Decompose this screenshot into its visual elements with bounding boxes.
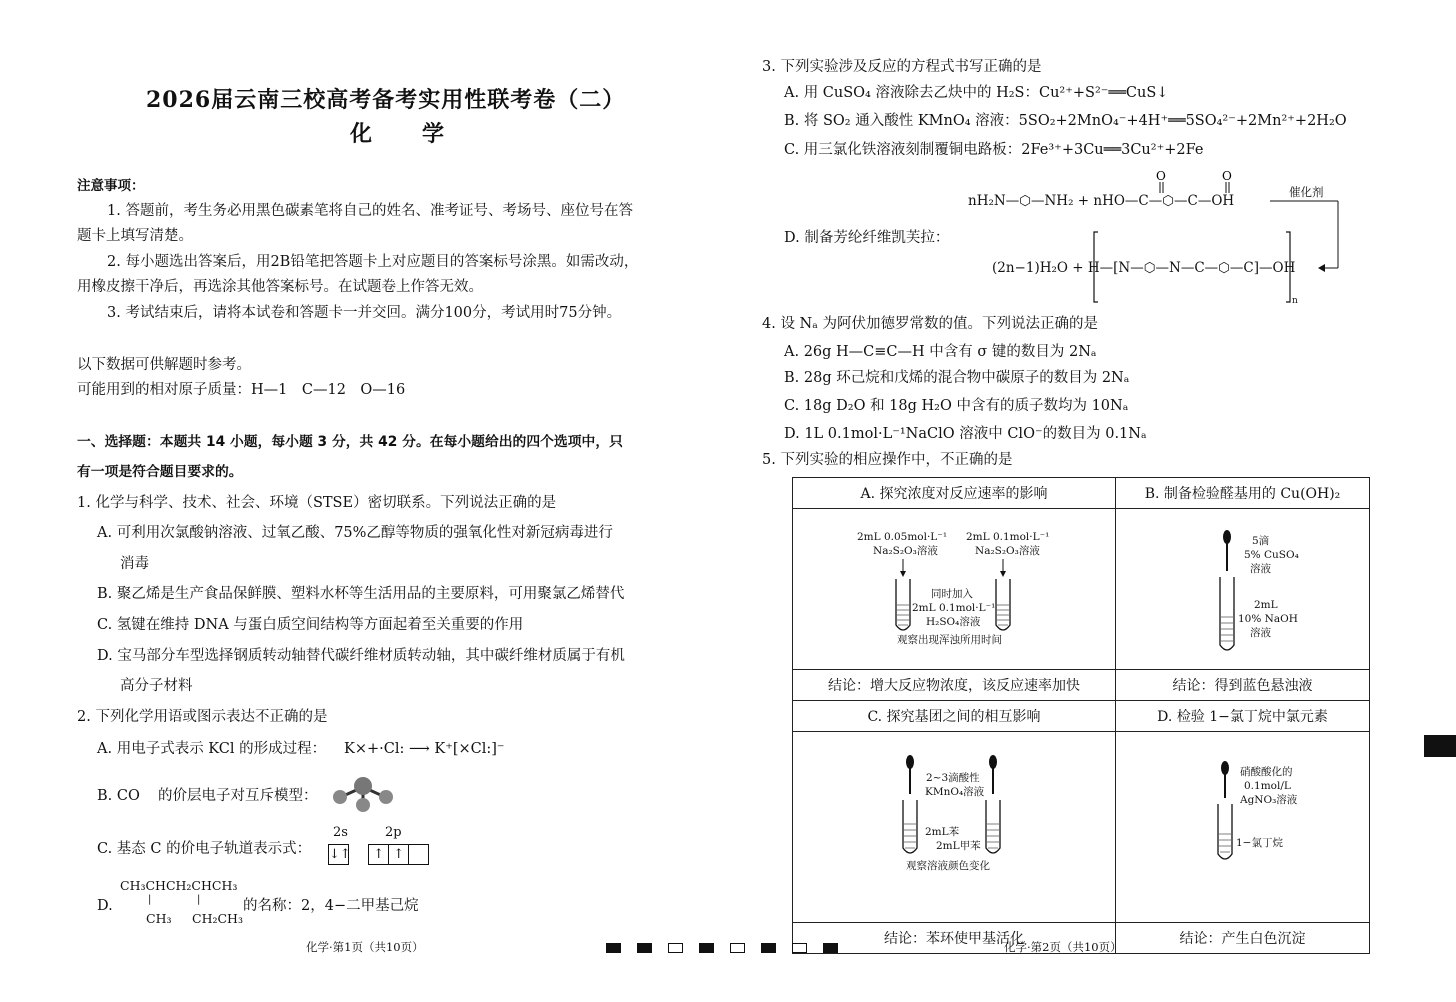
mark-filled-1 [606, 943, 621, 953]
q1-option-d-line2: 高分子材料 [120, 678, 193, 694]
fig-b-naoh: 10% NaOH [1238, 613, 1298, 625]
orbital-2p-box-2: ↑ [388, 844, 409, 865]
q5-fig-d [1116, 732, 1370, 923]
q5-cell-d-conclusion: 结论：产生白色沉淀 [1116, 923, 1370, 954]
q1-option-a-line1: A. 可利用次氯酸钠溶液、过氧乙酸、75%乙醇等物质的强氧化性对新冠病毒进行 [97, 525, 613, 541]
q1-option-a-line2: 消毒 [120, 556, 149, 572]
vsepr-model-icon [328, 773, 398, 813]
exam-title: 2026届云南三校高考备考实用性联考卷（二） [146, 87, 626, 113]
q4-option-c: C. 18g D₂O 和 18g H₂O 中含有的质子数均为 10Nₐ [784, 398, 1129, 414]
mark-filled-2 [637, 943, 652, 953]
q5-fig-c [793, 732, 1116, 923]
bond-line-2: | [197, 894, 201, 905]
q5-cell-a-conclusion: 结论：增大反应物浓度，该反应速率加快 [793, 670, 1116, 701]
q5-fig-b [1116, 509, 1370, 670]
kevlar-catalyst: 催化剂 [1289, 185, 1324, 199]
page-edge-marker [1424, 735, 1456, 757]
q5-fig-a [793, 509, 1116, 670]
orbital-2s-box: ↓↑ [328, 844, 349, 865]
q2-option-b-ion: B. CO [97, 788, 140, 804]
q1-stem: 1. 化学与科学、技术、社会、环境（STSE）密切联系。下列说法正确的是 [77, 495, 557, 511]
q4-stem: 4. 设 Nₐ 为阿伏加德罗常数的值。下列说法正确的是 [762, 316, 1098, 332]
kevlar-n: n [1292, 296, 1298, 306]
q4-option-d: D. 1L 0.1mol·L⁻¹NaClO 溶液中 ClO⁻的数目为 0.1Nₐ [784, 426, 1147, 442]
q5-cell-c-head: C. 探究基团之间的相互影响 [793, 701, 1116, 732]
q1-option-b: B. 聚乙烯是生产食品保鲜膜、塑料水杯等生活用品的主要原料，可用聚氯乙烯替代 [97, 586, 625, 602]
q5-cell-b-conclusion: 结论：得到蓝色悬浊液 [1116, 670, 1370, 701]
q2-stem: 2. 下列化学用语或图示表达不正确的是 [77, 709, 328, 725]
q3-option-d: D. 制备芳纶纤维凯芙拉： [784, 230, 950, 246]
notice-item2-line2: 用橡皮擦干净后，再选涂其他答案标号。在试题卷上作答无效。 [77, 279, 483, 295]
q2-structure-sub1: CH₃ [146, 911, 172, 926]
mark-empty-1 [668, 943, 683, 953]
svg-text:O: O [1156, 169, 1166, 183]
q3-option-c: C. 用三氯化铁溶液刻制覆铜电路板：2Fe³⁺+3Cu══3Cu²⁺+2Fe [784, 142, 1204, 158]
orbital-2p-box-1: ↑ [368, 844, 389, 865]
section1-line2: 有一项是符合题目要求的。 [77, 464, 243, 480]
q2-option-d-name: 的名称：2，4−二甲基己烷 [243, 898, 419, 914]
footer-right-page: 化学·第2页（共10页） [1004, 940, 1122, 954]
fig-c-toluene: 2mL甲苯 [936, 840, 981, 852]
q4-option-a: A. 26g H—C≡C—H 中含有 σ 键的数目为 2Nₐ [784, 344, 1097, 360]
q2-structure-sub2: CH₂CH₃ [192, 911, 243, 926]
fig-d-conc: 0.1mol/L [1244, 780, 1291, 792]
q3-option-a: A. 用 CuSO₄ 溶液除去乙炔中的 H₂S：Cu²⁺+S²⁻══CuS↓ [784, 85, 1169, 101]
fig-d-agno3: AgNO₃溶液 [1240, 794, 1298, 806]
fig-d-acidified: 硝酸酸化的 [1240, 766, 1293, 778]
fig-b-solution: 溶液 [1250, 563, 1271, 575]
dropper-tube-d-icon [1210, 758, 1240, 868]
fig-a-left-conc: 2mL 0.05mol·L⁻¹ [857, 531, 948, 543]
fig-c-benzene: 2mL苯 [925, 826, 960, 838]
kevlar-polymer-brackets [1070, 228, 1300, 308]
mark-empty-2 [730, 943, 745, 953]
fig-c-observe: 观察溶液颜色变化 [906, 860, 990, 872]
orbital-2s-label: 2s [333, 825, 348, 840]
q5-cell-d-head: D. 检验 1−氯丁烷中氯元素 [1116, 701, 1370, 732]
q5-cell-c-conclusion: 结论：苯环使甲基活化 [793, 923, 1116, 954]
fig-d-chlorobutane: 1−氯丁烷 [1236, 837, 1283, 849]
q5-experiment-table [792, 477, 1370, 954]
kevlar-reactants: nH₂N—⬡—NH₂ + nHO—C—⬡—C—OH [968, 193, 1235, 209]
fig-c-drops: 2~3滴酸性 [926, 772, 980, 784]
ref-line1: 以下数据可供解题时参考。 [77, 357, 251, 373]
section1-line1: 一、选择题：本题共 14 小题，每小题 3 分，共 42 分。在每小题给出的四个选项中，只 [77, 434, 623, 450]
q5-stem: 5. 下列实验的相应操作中，不正确的是 [762, 452, 1013, 468]
q3-option-b: B. 将 SO₂ 通入酸性 KMnO₄ 溶液：5SO₂+2MnO₄⁻+4H⁺══5SO₄²⁻+2Mn²⁺+2H₂O [784, 113, 1347, 129]
notice-item3: 3. 考试结束后，请将本试卷和答题卡一并交回。满分100分，考试用时75分钟。 [107, 305, 622, 321]
notice-item1-line2: 题卡上填写清楚。 [77, 228, 193, 244]
orbital-2p-label: 2p [385, 825, 402, 840]
droppers-tubes-icon [895, 752, 1010, 862]
footer-alignment-marks [598, 938, 846, 957]
q4-option-b: B. 28g 环己烷和戊烯的混合物中碳原子的数目为 2Nₐ [784, 370, 1130, 386]
fig-b-cuso4: 5% CuSO₄ [1244, 549, 1299, 561]
q2-option-c-label: C. 基态 C 的价电子轨道表示式： [97, 841, 312, 857]
fig-a-right-solution: Na₂S₂O₃溶液 [975, 545, 1040, 557]
fig-b-drops: 5滴 [1252, 535, 1270, 547]
q1-option-c: C. 氢键在维持 DNA 与蛋白质空间结构等方面起着至关重要的作用 [97, 617, 524, 633]
q1-option-d-line1: D. 宝马部分车型选择钢质转动轴替代碳纤维材质转动轴，其中碳纤维材质属于有机 [97, 648, 625, 664]
dropper-tube-icon [1212, 527, 1242, 667]
subject-title: 化 学 [350, 121, 459, 147]
q5-cell-b-head: B. 制备检验醛基用的 Cu(OH)₂ [1116, 478, 1370, 509]
fig-a-acid-conc: 2mL 0.1mol·L⁻¹ [912, 602, 996, 614]
fig-c-kmno4: KMnO₄溶液 [925, 786, 985, 798]
notice-heading: 注意事项： [77, 178, 145, 194]
fig-a-left-solution: Na₂S₂O₃溶液 [873, 545, 938, 557]
fig-b-naoh-solution: 溶液 [1250, 627, 1271, 639]
kevlar-products: (2n−1)H₂O + H—[N—⬡—N—C—⬡—C]—OH [992, 260, 1296, 276]
notice-item1-line1: 1. 答题前，考生务必用黑色碳素笔将自己的姓名、准考证号、考场号、座位号在答 [107, 203, 633, 219]
svg-text:O: O [1222, 169, 1232, 183]
mark-filled-3 [699, 943, 714, 953]
orbital-diagram [329, 844, 429, 865]
bond-line-1: | [148, 894, 152, 905]
q2-option-d-label: D. [97, 898, 113, 914]
q2-option-b-label: 的价层电子对互斥模型： [158, 788, 318, 804]
notice-item2-line1: 2. 每小题选出答案后，用2B铅笔把答题卡上对应题目的答案标号涂黑。如需改动， [107, 254, 639, 270]
q3-stem: 3. 下列实验涉及反应的方程式书写正确的是 [762, 59, 1042, 75]
q2-option-a-label: A. 用电子式表示 KCl 的形成过程： [97, 741, 327, 757]
test-tubes-icon [888, 557, 1018, 637]
mark-filled-5 [823, 943, 838, 953]
footer-left-page: 化学·第1页（共10页） [306, 940, 424, 954]
q2-option-a-formula: K×+·Cl: ⟶ K⁺[×Cl:]⁻ [344, 741, 505, 757]
orbital-2p-box-3 [408, 844, 429, 865]
fig-b-volume: 2mL [1254, 599, 1278, 611]
fig-a-acid-solution: H₂SO₄溶液 [926, 616, 981, 628]
q5-cell-a-head: A. 探究浓度对反应速率的影响 [793, 478, 1116, 509]
fig-a-observe: 观察出现浑浊所用时间 [897, 634, 1002, 646]
ref-line2: 可能用到的相对原子质量：H—1 C—12 O—16 [77, 382, 406, 398]
q2-structure-main: CH₃CHCH₂CHCH₃ [120, 878, 238, 893]
mark-filled-4 [761, 943, 776, 953]
fig-a-right-conc: 2mL 0.1mol·L⁻¹ [966, 531, 1050, 543]
mark-empty-3 [792, 943, 807, 953]
fig-a-simultaneous: 同时加入 [931, 588, 973, 600]
